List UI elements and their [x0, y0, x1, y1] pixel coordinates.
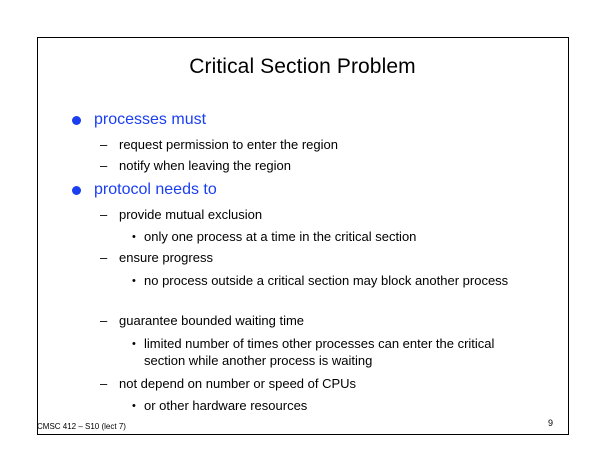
- sub-bullet-icon: •: [132, 275, 136, 287]
- sub-bullet-icon: •: [132, 400, 136, 412]
- dash-icon: –: [100, 207, 108, 222]
- list-item: request permission to enter the region: [119, 137, 338, 152]
- sub-list-item: no process outside a critical section may block another process: [144, 273, 509, 288]
- sub-bullet-icon: •: [132, 338, 136, 350]
- dash-icon: –: [100, 250, 108, 265]
- slide-footer: CMSC 412 – S10 (lect 7): [37, 422, 126, 431]
- list-item: provide mutual exclusion: [119, 207, 263, 222]
- list-item: guarantee bounded waiting time: [119, 313, 305, 328]
- bullet-dot: [72, 116, 81, 125]
- page-number: 9: [548, 418, 554, 428]
- list-item: not depend on number or speed of CPUs: [119, 376, 357, 391]
- section-heading-processes: processes must: [94, 111, 207, 128]
- section-heading-protocol: protocol needs to: [94, 181, 217, 198]
- bullet-dot: [72, 186, 81, 195]
- sub-list-item: only one process at a time in the critical section: [144, 229, 417, 244]
- slide-title: Critical Section Problem: [189, 55, 416, 78]
- list-item: notify when leaving the region: [119, 158, 292, 173]
- sub-bullet-icon: •: [132, 231, 136, 243]
- list-item: ensure progress: [119, 250, 213, 265]
- dash-icon: –: [100, 313, 108, 328]
- dash-icon: –: [100, 137, 108, 152]
- dash-icon: –: [100, 158, 108, 173]
- dash-icon: –: [100, 376, 108, 391]
- sub-list-item: limited number of times other processes can enter the critical section while another process is waiting: [144, 336, 495, 368]
- sub-list-item: or other hardware resources: [144, 398, 308, 413]
